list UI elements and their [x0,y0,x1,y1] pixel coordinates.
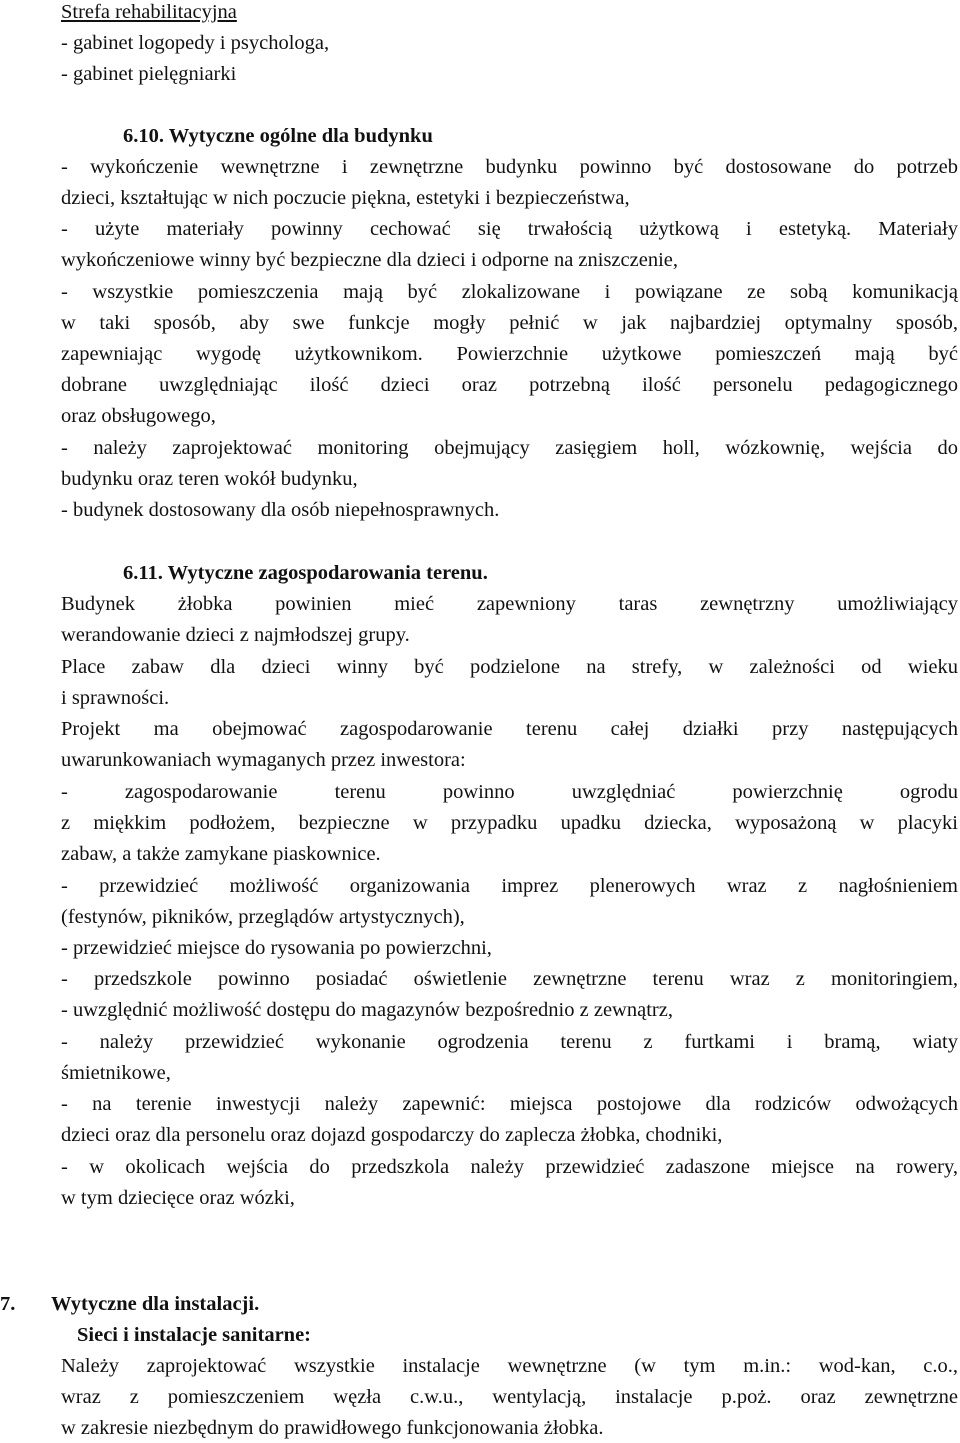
subheading-sieci: Sieci i instalacje sanitarne: [77,1324,312,1346]
paragraph-line: - wykończenie wewnętrzne i zewnętrzne budynku powinno być dostosowane do potrzeb [61,156,958,178]
paragraph-line: w zakresie niezbędnym do prawidłowego funkcjonowania żłobka. [61,1417,604,1439]
heading-6-10: 6.10. Wytyczne ogólne dla budynku [123,125,433,147]
paragraph-line: Budynek żłobka powinien mieć zapewniony taras zewnętrzny umożliwiający [61,593,958,615]
section-number-7: 7. [0,1293,16,1315]
paragraph-line: - przewidzieć miejsce do rysowania po powierzchni, [61,937,492,959]
paragraph-line: - uwzględnić możliwość dostępu do magazynów bezpośrednio z zewnątrz, [61,999,673,1021]
paragraph-line: i sprawności. [61,687,170,709]
paragraph-line: oraz obsługowego, [61,405,216,427]
heading-6-11: 6.11. Wytyczne zagospodarowania terenu. [123,562,488,584]
paragraph-line: zapewniając wygodę użytkownikom. Powierzchnie użytkowe pomieszczeń mają być [61,343,958,365]
paragraph-line: wykończeniowe winny być bezpieczne dla dzieci i odporne na zniszczenie, [61,249,679,271]
paragraph-line: - wszystkie pomieszczenia mają być zlokalizowane i powiązane ze sobą komunikacją [61,281,958,303]
paragraph-line: Należy zaprojektować wszystkie instalacje wewnętrzne (w tym m.in.: wod-kan, c.o., [61,1355,958,1377]
paragraph-line: - użyte materiały powinny cechować się trwałością użytkową i estetyką. Materiały [61,218,958,240]
paragraph-line: w taki sposób, aby swe funkcje mogły pełnić w jak najbardziej optymalny sposób, [61,312,958,334]
section-title-strefa: Strefa rehabilitacyjna [61,1,237,23]
paragraph-line: uwarunkowaniach wymaganych przez inwestora: [61,749,466,771]
list-item: - gabinet logopedy i psychologa, [61,32,330,54]
paragraph-line: werandowanie dzieci z najmłodszej grupy. [61,624,410,646]
paragraph-line: z miękkim podłożem, bezpieczne w przypadku upadku dziecka, wyposażoną w placyki [61,812,958,834]
paragraph-line: dobrane uwzględniając ilość dzieci oraz potrzebną ilość personelu pedagogicznego [61,374,958,396]
paragraph-line: - należy przewidzieć wykonanie ogrodzenia terenu z furtkami i bramą, wiaty [61,1031,958,1053]
paragraph-line: (festynów, pikników, przeglądów artystycznych), [61,906,465,928]
paragraph-line: - w okolicach wejścia do przedszkola należy przewidzieć zadaszone miejsce na rowery, [61,1156,958,1178]
paragraph-line: w tym dziecięce oraz wózki, [61,1187,295,1209]
paragraph-line: dzieci oraz dla personelu oraz dojazd gospodarczy do zaplecza żłobka, chodniki, [61,1124,723,1146]
paragraph-line: wraz z pomieszczeniem węzła c.w.u., wentylacją, instalacje p.poż. oraz zewnętrzne [61,1386,958,1408]
paragraph-line: - budynek dostosowany dla osób niepełnosprawnych. [61,499,500,521]
paragraph-line: - przedszkole powinno posiadać oświetlenie zewnętrzne terenu wraz z monitoringiem, [61,968,958,990]
paragraph-line: - przewidzieć możliwość organizowania imprez plenerowych wraz z nagłośnieniem [61,875,958,897]
paragraph-line: dzieci, kształtując w nich poczucie piękna, estetyki i bezpieczeństwa, [61,187,630,209]
paragraph-line: - należy zaprojektować monitoring obejmujący zasięgiem holl, wózkownię, wejścia do [61,437,958,459]
paragraph-line: - na terenie inwestycji należy zapewnić: miejsca postojowe dla rodziców odwożących [61,1093,958,1115]
paragraph-line: śmietnikowe, [61,1062,171,1084]
paragraph-line: - zagospodarowanie terenu powinno uwzględniać powierzchnię ogrodu [61,781,958,803]
list-item: - gabinet pielęgniarki [61,63,237,85]
paragraph-line: Place zabaw dla dzieci winny być podzielone na strefy, w zależności od wieku [61,656,958,678]
paragraph-line: zabaw, a także zamykane piaskownice. [61,843,381,865]
paragraph-line: Projekt ma obejmować zagospodarowanie terenu całej działki przy następujących [61,718,958,740]
paragraph-line: budynku oraz teren wokół budynku, [61,468,358,490]
heading-7: Wytyczne dla instalacji. [51,1293,260,1315]
